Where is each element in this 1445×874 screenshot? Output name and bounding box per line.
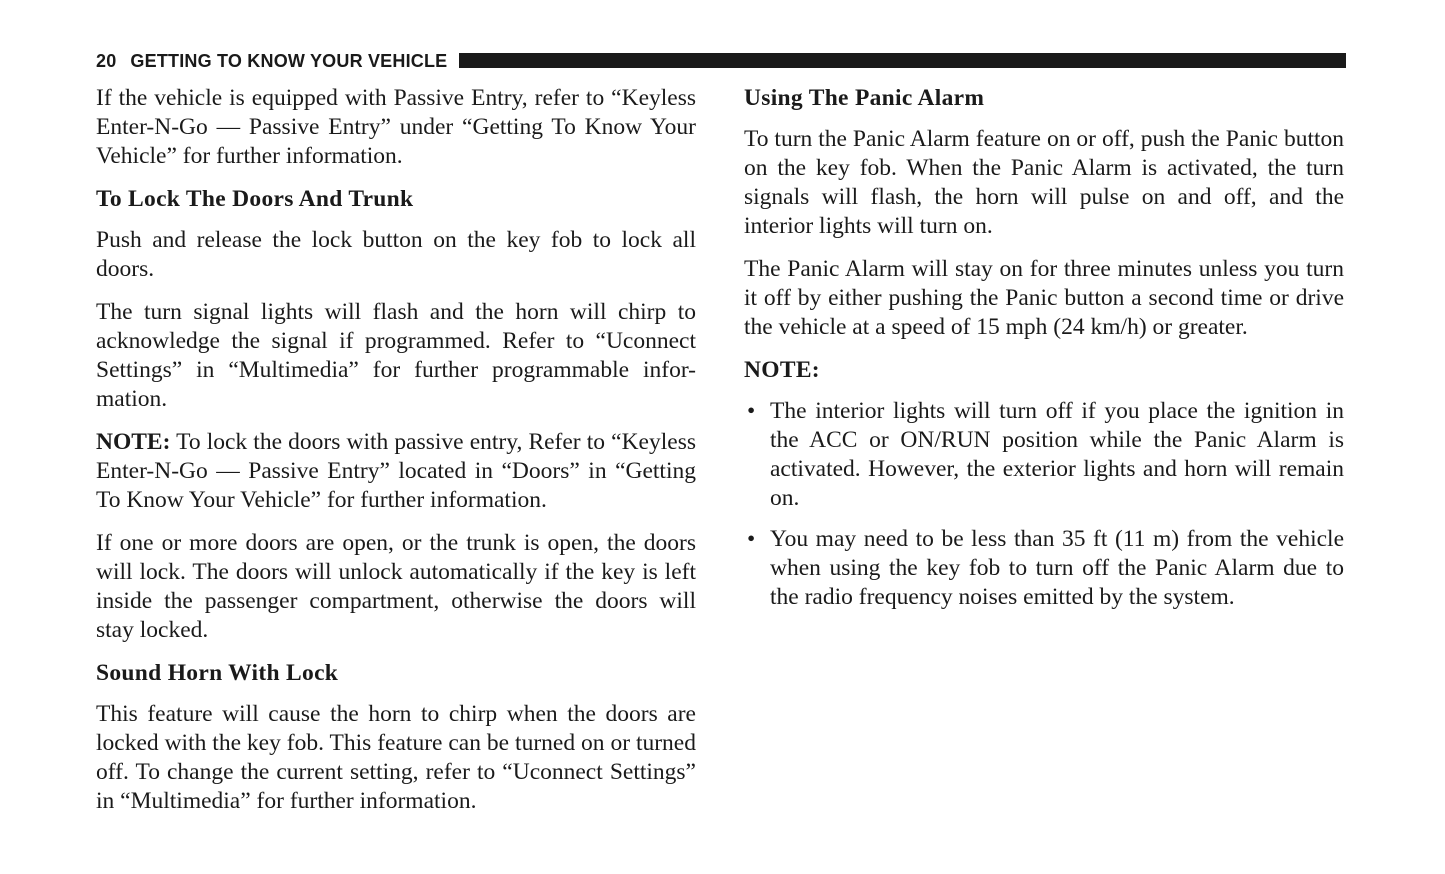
turn-signal-paragraph: The turn signal lights will flash and the horn will chirp to acknowledge the signal if programmed. Refer to “Uconnect Settings” in “Multimedia” for further programmable infor-mation. [96,299,696,412]
lock-doors-heading: To Lock The Doors And Trunk [96,186,414,212]
panic-toggle-paragraph: To turn the Panic Alarm feature on or off, push the Panic button on the key fob. When the Panic Alarm is activated, the turn signals will flash, the horn will pulse on and off, and the interior lights will turn on. [744,126,1344,239]
right-column [744,84,1344,624]
bullet-text: You may need to be less than 35 ft (11 m) from the vehicle when using the key fob to turn off the Panic Alarm due to the radio frequency noises emitted by the system. [770,526,1344,610]
bullet-icon: • [747,526,756,552]
list-item [744,525,1344,612]
page-number: 20 [96,50,117,71]
note-text: To lock the doors with passive entry, Refer to “Keyless Enter-N-Go — Passive Entry” located in “Doors” in “Getting To Know Your Vehicle” for further information. [96,429,696,513]
horn-feature-paragraph: This feature will cause the horn to chirp when the doors are locked with the key fob. This feature can be turned on or turned off. To change the current setting, refer to “Uconnect Settings” in “Multimedia” for further information. [96,701,696,814]
list-item [744,397,1344,513]
panic-duration-paragraph: The Panic Alarm will stay on for three minutes unless you turn it off by either pushing the Panic button a second time or drive the vehicle at a speed of 15 mph (24 km/h) or greater. [744,256,1344,340]
bullet-text: The interior lights will turn off if you place the ignition in the ACC or ON/RUN position while the Panic Alarm is activated. However, the exterior lights and horn will remain on. [770,398,1344,511]
chapter-title: GETTING TO KNOW YOUR VEHICLE [130,50,448,71]
bullet-icon: • [747,398,756,424]
note-paragraph [96,428,696,515]
panic-note-heading: NOTE: [744,357,820,383]
left-column [96,84,696,830]
page-header [96,50,1346,72]
doors-open-paragraph: If one or more doors are open, or the trunk is open, the doors will lock. The doors will unlock automatically if the key is left inside the passenger compartment, otherwise the doors will stay locked. [96,530,696,643]
panic-note-list [744,397,1344,612]
sound-horn-heading: Sound Horn With Lock [96,660,339,686]
note-label: NOTE: [96,429,171,455]
panic-alarm-heading: Using The Panic Alarm [744,85,985,111]
header-rule [459,53,1346,68]
lock-instruction-paragraph: Push and release the lock button on the key fob to lock all doors. [96,227,696,282]
passive-entry-paragraph: If the vehicle is equipped with Passive Entry, refer to “Keyless Enter-N-Go — Passive Entry” under “Getting To Know Your Vehicle” for further information. [96,85,696,169]
